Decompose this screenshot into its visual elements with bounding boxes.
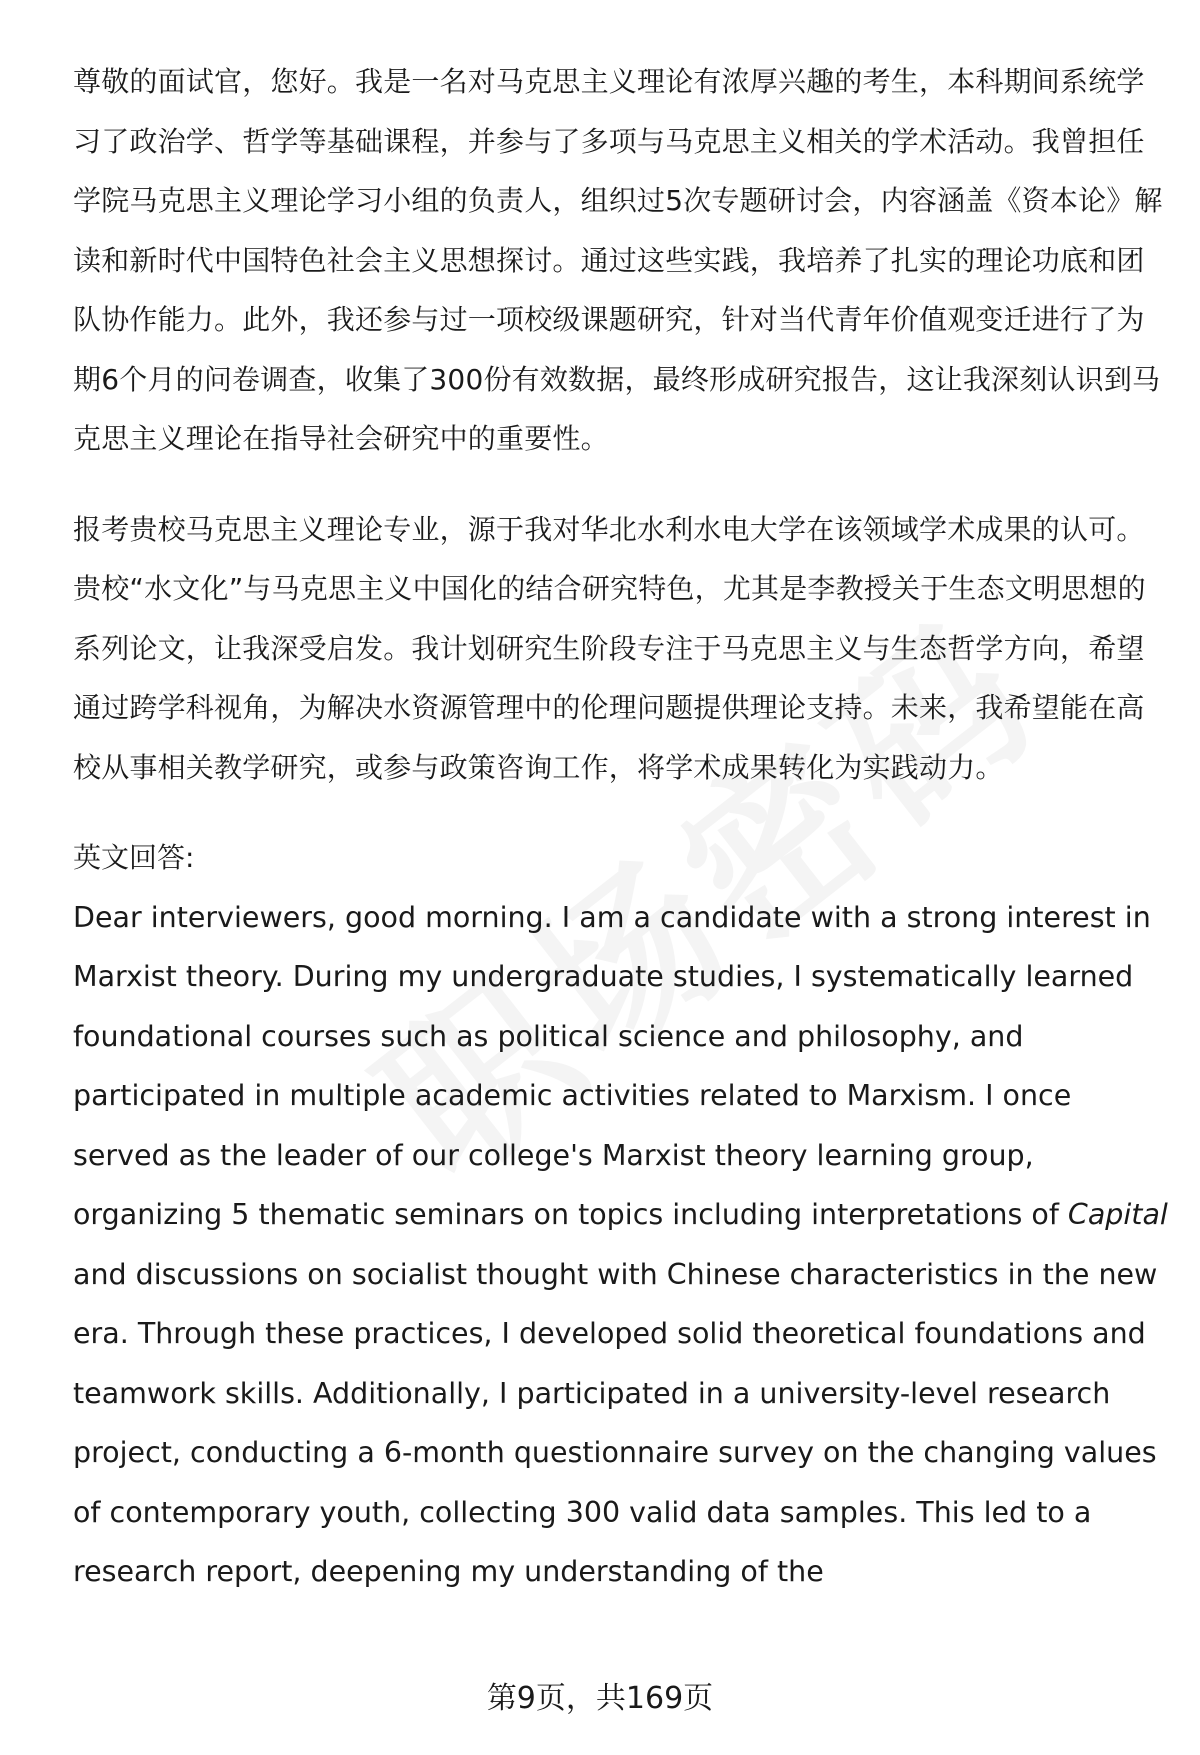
english-answer-text-part-2: and discussions on socialist thought with Chinese characteristics in the new era. Through these practices, I developed solid theoretical foundations and teamwork skills. Additionally, I participated in a university-level research project, conducting a 6-month questionnaire survey on the changing values of contemporary youth, collecting 300 valid data samples. This led to a research report, deepening my understanding of the bbox=[73, 1257, 1158, 1588]
chinese-paragraph-2: 报考贵校马克思主义理论专业，源于我对华北水利水电大学在该领域学术成果的认可。贵校“水文化”与马克思主义中国化的结合研究特色，尤其是李教授关于生态文明思想的系列论文，让我深受启发。我计划研究生阶段专注于马克思主义与生态哲学方向，希望通过跨学科视角，为解决水资源管理中的伦理问题提供理论支持。未来，我希望能在高校从事相关教学研究，或参与政策咨询工作，将学术成果转化为实践动力。 bbox=[73, 512, 1146, 784]
document-body bbox=[73, 52, 1168, 1602]
italic-book-title: Capital bbox=[1067, 1198, 1168, 1231]
english-answer-text-part-1: Dear interviewers, good morning. I am a candidate with a strong interest in Marxist theory. During my undergraduate studies, I systematically learned foundational courses such as political science and philosophy, and participated in multiple academic activities related to Marxism. I once served as the leader of our college's Marxist theory learning group, organizing 5 thematic seminars on topics including interpretations of bbox=[73, 900, 1151, 1231]
english-answer-paragraph bbox=[73, 888, 1168, 1602]
chinese-paragraph-1: 尊敬的面试官，您好。我是一名对马克思主义理论有浓厚兴趣的考生，本科期间系统学习了政治学、哲学等基础课程，并参与了多项与马克思主义相关的学术活动。我曾担任学院马克思主义理论学习小组的负责人，组织过5次专题研讨会，内容涵盖《资本论》解读和新时代中国特色社会主义思想探讨。通过这些实践，我培养了扎实的理论功底和团队协作能力。此外，我还参与过一项校级课题研究，针对当代青年价值观变迁进行了为期6个月的问卷调查，收集了300份有效数据，最终形成研究报告，这让我深刻认识到马克思主义理论在指导社会研究中的重要性。 bbox=[73, 65, 1163, 455]
page-number-footer: 第9页，共169页 bbox=[486, 1681, 714, 1716]
english-answer-heading: 英文回答: bbox=[73, 841, 195, 874]
